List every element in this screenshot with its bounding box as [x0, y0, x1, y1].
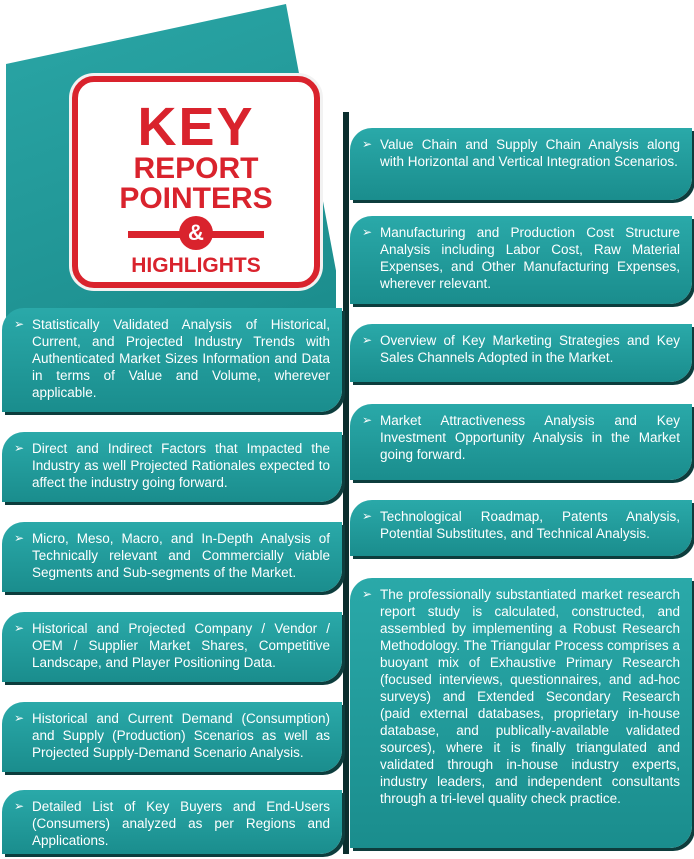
center-divider	[343, 112, 349, 854]
bullet-arrow-icon: ➢	[14, 621, 25, 635]
left-item-3	[2, 522, 342, 592]
right-item-text: Market Attractiveness Analysis and Key Investment Opportunity Analysis in the Market going forward.	[380, 413, 680, 462]
right-item-text: Manufacturing and Production Cost Structure Analysis including Labor Cost, Raw Material Expenses, and Other Manufacturing Expenses, wherever relevant.	[380, 225, 680, 291]
title-key: KEY	[137, 97, 255, 157]
left-item-text: Historical and Projected Company / Vendor / OEM / Supplier Market Shares, Competitive Landscape, and Player Positioning Data.	[32, 621, 330, 670]
right-item-text: Technological Roadmap, Patents Analysis, Potential Substitutes, and Technical Analysis.	[380, 509, 680, 541]
bullet-arrow-icon: ➢	[362, 509, 373, 523]
bullet-arrow-icon: ➢	[362, 137, 373, 151]
left-item-text: Micro, Meso, Macro, and In-Depth Analysis of Technically relevant and Commercially viable Segments and Sub-segments of the Market.	[32, 531, 330, 580]
left-item-text: Statistically Validated Analysis of Historical, Current, and Projected Industry Trends with Authenticated Market Sizes Information and Data in terms of Value and Volume, wherever applicable.	[32, 317, 330, 400]
right-item-4	[350, 404, 692, 480]
right-item-text: Value Chain and Supply Chain Analysis along with Horizontal and Vertical Integration Scenarios.	[380, 137, 680, 169]
bullet-arrow-icon: ➢	[14, 531, 25, 545]
bullet-arrow-icon: ➢	[362, 413, 373, 427]
bullet-arrow-icon: ➢	[14, 317, 25, 331]
left-item-text: Historical and Current Demand (Consumption) and Supply (Production) Scenarios as well as Projected Supply-Demand Scenario Analysis.	[32, 711, 330, 760]
title-highlights: HIGHLIGHTS	[131, 254, 261, 277]
title-pointers: POINTERS	[119, 182, 273, 215]
right-item-3	[350, 324, 692, 382]
left-item-text: Direct and Indirect Factors that Impacted the Industry as well Projected Rationales expected to affect the industry going forward.	[32, 441, 330, 490]
left-item-1	[2, 308, 342, 412]
title-card	[72, 76, 320, 288]
left-item-5	[2, 702, 342, 772]
left-item-6	[2, 790, 342, 854]
right-item-6	[350, 578, 692, 848]
title-report: REPORT	[133, 152, 259, 185]
bullet-arrow-icon: ➢	[362, 333, 373, 347]
left-item-2	[2, 432, 342, 502]
right-item-2	[350, 216, 692, 304]
bullet-arrow-icon: ➢	[14, 799, 25, 813]
right-item-5	[350, 500, 692, 556]
bullet-arrow-icon: ➢	[362, 587, 373, 601]
left-item-4	[2, 612, 342, 682]
right-item-text: Overview of Key Marketing Strategies and Key Sales Channels Adopted in the Market.	[380, 333, 680, 365]
right-item-1	[350, 128, 692, 200]
left-item-text: Detailed List of Key Buyers and End-Users (Consumers) analyzed as per Regions and Applications.	[32, 799, 330, 848]
ampersand-row	[78, 216, 314, 252]
right-item-text: The professionally substantiated market research report study is calculated, constructed, and assembled by implementing a Robust Research Methodology. The Triangular Process comprises a buoyant mix of Exhaustive Primary Research (focused interviews, questionnaires, and ad-hoc surveys) and Extended Secondary Research (paid external databases, proprietary in-house database, and publically-available validated sources), where it is finally triangulated and validated through in-house industry experts, industry leaders, and independent consultants through a tri-level quality check practice.	[380, 587, 680, 806]
bullet-arrow-icon: ➢	[14, 441, 25, 455]
bullet-arrow-icon: ➢	[362, 225, 373, 239]
bullet-arrow-icon: ➢	[14, 711, 25, 725]
ampersand-icon: &	[179, 216, 213, 250]
